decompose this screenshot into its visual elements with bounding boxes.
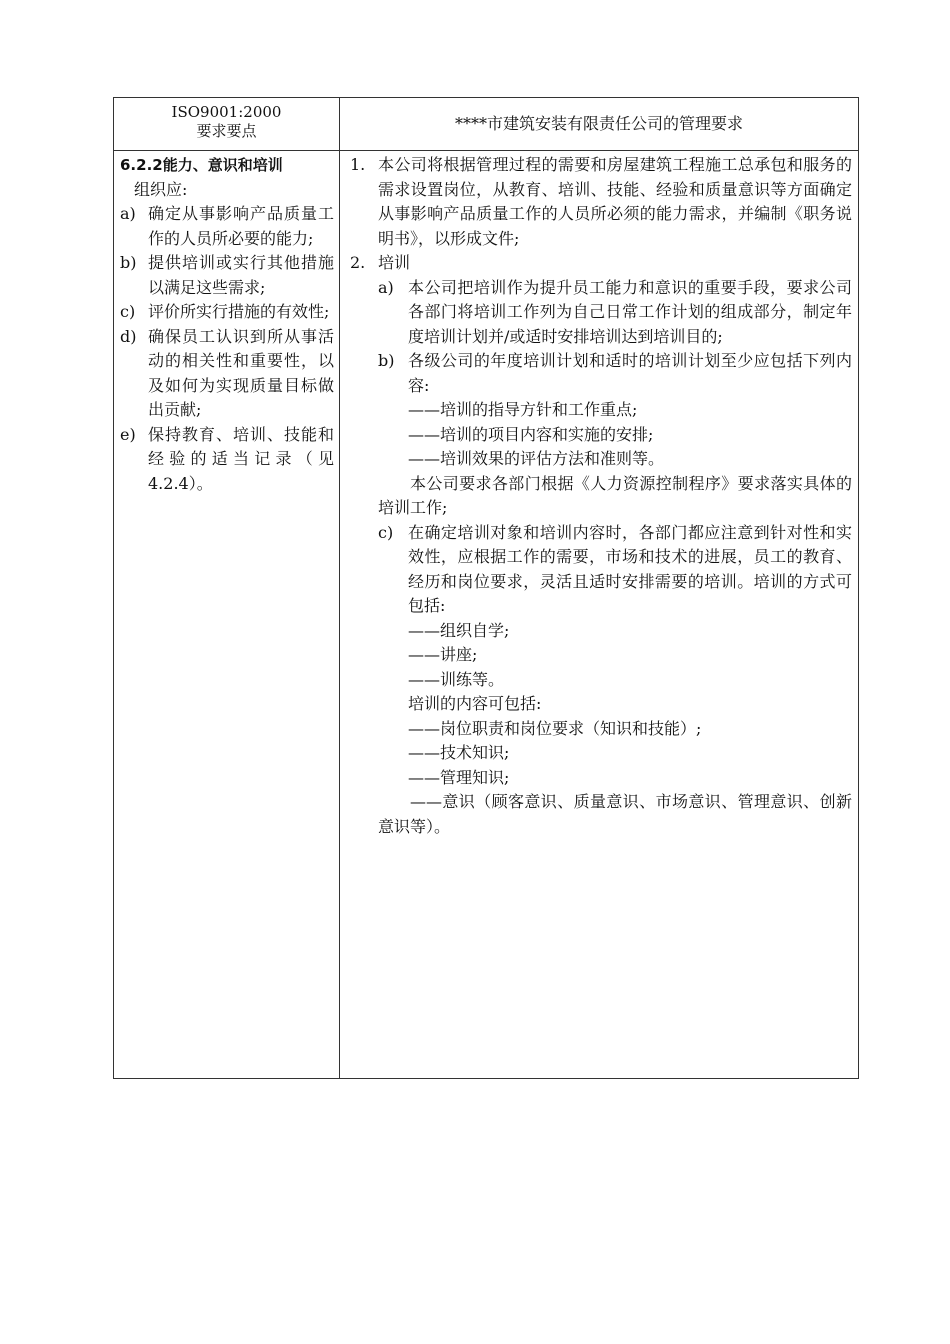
right-item-marker: 1. bbox=[350, 155, 366, 174]
right-item-text: 本公司将根据管理过程的需要和房屋建筑工程施工总承包和服务的需求设置岗位，从教育、培训、技能、经验和质量意识等方面确定从事影响产品质量工作的人员所必须的能力需求，并编制《职务说明书》，以形成文件; bbox=[378, 155, 852, 248]
method-line: ——组织自学; bbox=[408, 620, 510, 640]
right-item-marker: 2. bbox=[350, 253, 366, 272]
header-divider bbox=[114, 150, 858, 151]
dash-line: ——培训的项目内容和实施的安排; bbox=[408, 424, 654, 444]
left-item-marker: a) bbox=[120, 204, 136, 223]
content-line: ——管理知识; bbox=[408, 767, 510, 787]
right-sub-c bbox=[350, 521, 852, 619]
left-item-b bbox=[120, 251, 334, 300]
column-divider bbox=[339, 98, 340, 1078]
content-intro: 培训的内容可包括: bbox=[408, 694, 542, 713]
sub-b-paragraph: 本公司要求各部门根据《人力资源控制程序》要求落实具体的培训工作; bbox=[378, 473, 852, 517]
left-item-text: 提供培训或实行其他措施以满足这些需求; bbox=[148, 253, 334, 297]
method-line: ——训练等。 bbox=[408, 669, 505, 689]
left-column bbox=[120, 153, 334, 496]
right-sub-a bbox=[350, 276, 852, 350]
right-sub-text: 在确定培训对象和培训内容时，各部门都应注意到针对性和实效性，应根据工作的需要，市场和技术的进展，员工的教育、经历和岗位要求，灵活且适时安排需要的培训。培训的方式可包括: bbox=[408, 522, 852, 615]
content-line: ——岗位职责和岗位要求（知识和技能）; bbox=[408, 718, 702, 738]
content-line: ——技术知识; bbox=[408, 743, 510, 762]
right-sub-marker: a) bbox=[378, 277, 394, 297]
clause-title: 6.2.2能力、意识和培训 bbox=[120, 156, 283, 174]
header-right-cell: ****市建筑安装有限责任公司的管理要求 bbox=[454, 114, 743, 133]
right-sub-marker: b) bbox=[378, 351, 395, 370]
left-item-marker: d) bbox=[120, 326, 137, 346]
requirements-table bbox=[113, 97, 859, 1079]
left-item-text: 保持教育、培训、技能和经验的适当记录（见4.2.4）。 bbox=[148, 424, 334, 493]
left-item-marker: b) bbox=[120, 253, 137, 272]
header-requirements-label: 要求要点 bbox=[196, 122, 257, 140]
method-line: ——讲座; bbox=[408, 645, 478, 664]
right-item-1 bbox=[350, 153, 852, 251]
header-standard: ISO9001:2000 bbox=[171, 103, 282, 121]
left-item-a bbox=[120, 202, 334, 251]
dash-line: ——培训效果的评估方法和准则等。 bbox=[408, 449, 665, 468]
left-item-marker: e) bbox=[120, 424, 136, 444]
right-sub-text: 本公司把培训作为提升员工能力和意识的重要手段，要求公司各部门将培训工作列为自己日常工作计划的组成部分，制定年度培训计划并/或适时安排培训达到培训目的; bbox=[408, 277, 852, 346]
right-sub-b bbox=[350, 349, 852, 398]
dash-line: ——培训的指导方针和工作重点; bbox=[408, 400, 638, 419]
left-item-text: 评价所实行措施的有效性; bbox=[148, 302, 330, 321]
header-left-cell bbox=[114, 98, 339, 150]
left-item-d bbox=[120, 325, 334, 423]
clause-intro: 组织应: bbox=[134, 179, 188, 199]
left-item-text: 确定从事影响产品质量工作的人员所必要的能力; bbox=[148, 204, 334, 248]
right-sub-marker: c) bbox=[378, 522, 394, 542]
left-item-marker: c) bbox=[120, 302, 136, 321]
right-item-2 bbox=[350, 251, 852, 276]
right-column bbox=[350, 153, 852, 839]
left-item-text: 确保员工认识到所从事活动的相关性和重要性，以及如何为实现质量目标做出贡献; bbox=[148, 326, 334, 419]
right-item-title: 培训 bbox=[378, 253, 411, 272]
left-item-c bbox=[120, 300, 334, 325]
content-last-line: ——意识（顾客意识、质量意识、市场意识、管理意识、创新意识等）。 bbox=[378, 792, 852, 836]
left-item-e bbox=[120, 423, 334, 497]
right-sub-text: 各级公司的年度培训计划和适时的培训计划至少应包括下列内容: bbox=[408, 351, 852, 395]
